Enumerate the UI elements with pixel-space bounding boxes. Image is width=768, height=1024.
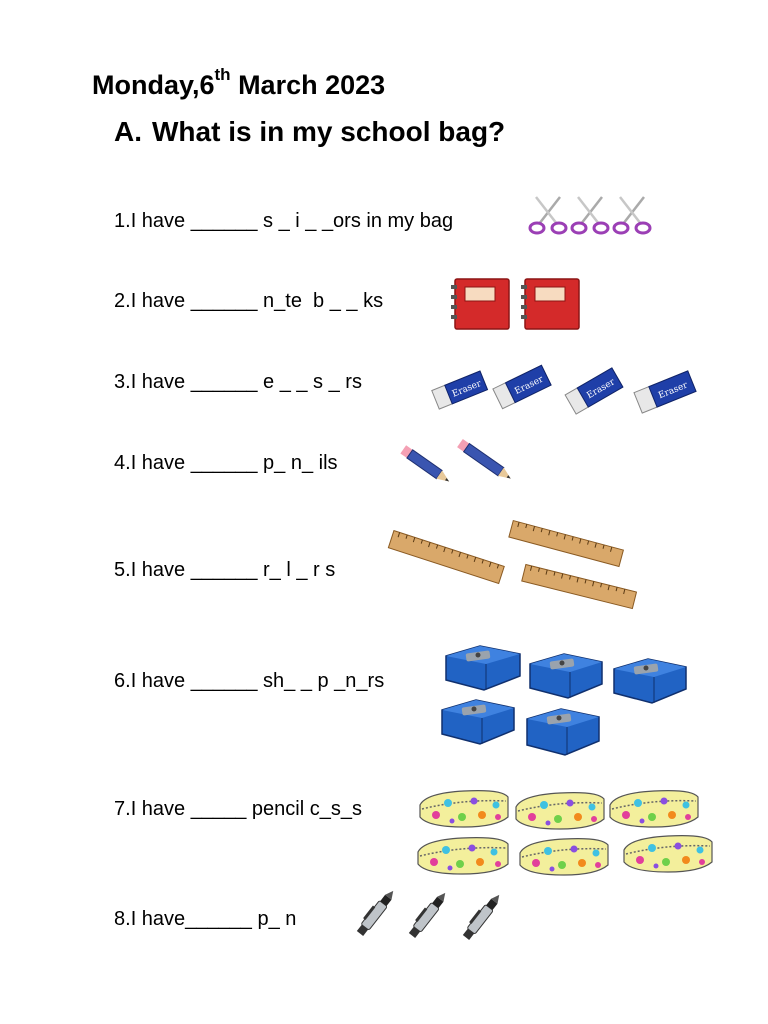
eraser-icon [428,364,492,418]
date-month-year: March 2023 [230,70,386,100]
question-5 [114,560,335,580]
eraser-label: Eraser [513,374,546,397]
question-6 [114,671,384,691]
question-number: 2. [114,290,131,312]
question-2 [114,291,383,311]
section-title: What is in my school bag? [152,116,506,147]
eraser-icon [630,364,700,420]
question-8 [114,909,296,929]
pencil-case-icon [416,783,512,833]
question-text: I have ______ e _ _ s _ rs [130,371,362,393]
ruler-icon [518,563,640,611]
question-3 [114,372,362,392]
pen-icon [400,882,456,948]
sharpener-icon [436,694,520,748]
eraser-icon [561,362,627,420]
sharpener-icon [521,703,605,759]
eraser-icon [489,358,555,416]
question-text: I have ______ n_te b _ _ ks [130,290,384,312]
section-letter: A. [114,116,142,147]
question-number: 6. [114,670,131,692]
worksheet-date [92,65,386,101]
question-1 [114,211,453,231]
question-text: I have______ p_ n [130,908,297,930]
sharpener-icon [524,648,608,702]
pencil-case-icon [620,828,716,878]
question-number: 4. [114,452,131,474]
pencil-case-icon [516,831,612,881]
pencil-icon [452,436,522,488]
eraser-label: Eraser [585,377,617,402]
pen-icon [454,884,510,950]
question-text: I have _____ pencil c_s_s [130,798,362,820]
pencil-icon [396,443,458,489]
question-text: I have ______ p_ n_ ils [130,452,338,474]
pencil-case-icon [512,785,608,835]
scissors-icon [526,194,570,236]
scissors-icon [568,194,612,236]
question-text: I have ______ sh_ _ p _n_rs [130,670,385,692]
question-7 [114,799,362,819]
ruler-icon [384,530,508,586]
sharpener-icon [608,653,692,707]
question-number: 3. [114,371,131,393]
pen-icon [348,880,404,946]
question-text: I have ______ s _ i _ _ors in my bag [130,210,454,232]
pencil-case-icon [414,830,512,880]
pencil-case-icon [606,783,702,833]
question-number: 7. [114,798,131,820]
notebook-icon [519,277,583,331]
section-heading [114,116,505,148]
question-number: 8. [114,908,131,930]
question-text: I have ______ r_ l _ r s [130,559,336,581]
sharpener-icon [440,640,526,694]
eraser-label: Eraser [450,378,483,400]
question-number: 1. [114,210,131,232]
question-4 [114,453,338,473]
scissors-icon [610,194,654,236]
question-number: 5. [114,559,131,581]
date-day: Monday,6 [92,70,215,100]
eraser-label: Eraser [657,380,690,402]
notebook-icon [449,277,513,331]
date-ordinal: th [214,65,231,84]
